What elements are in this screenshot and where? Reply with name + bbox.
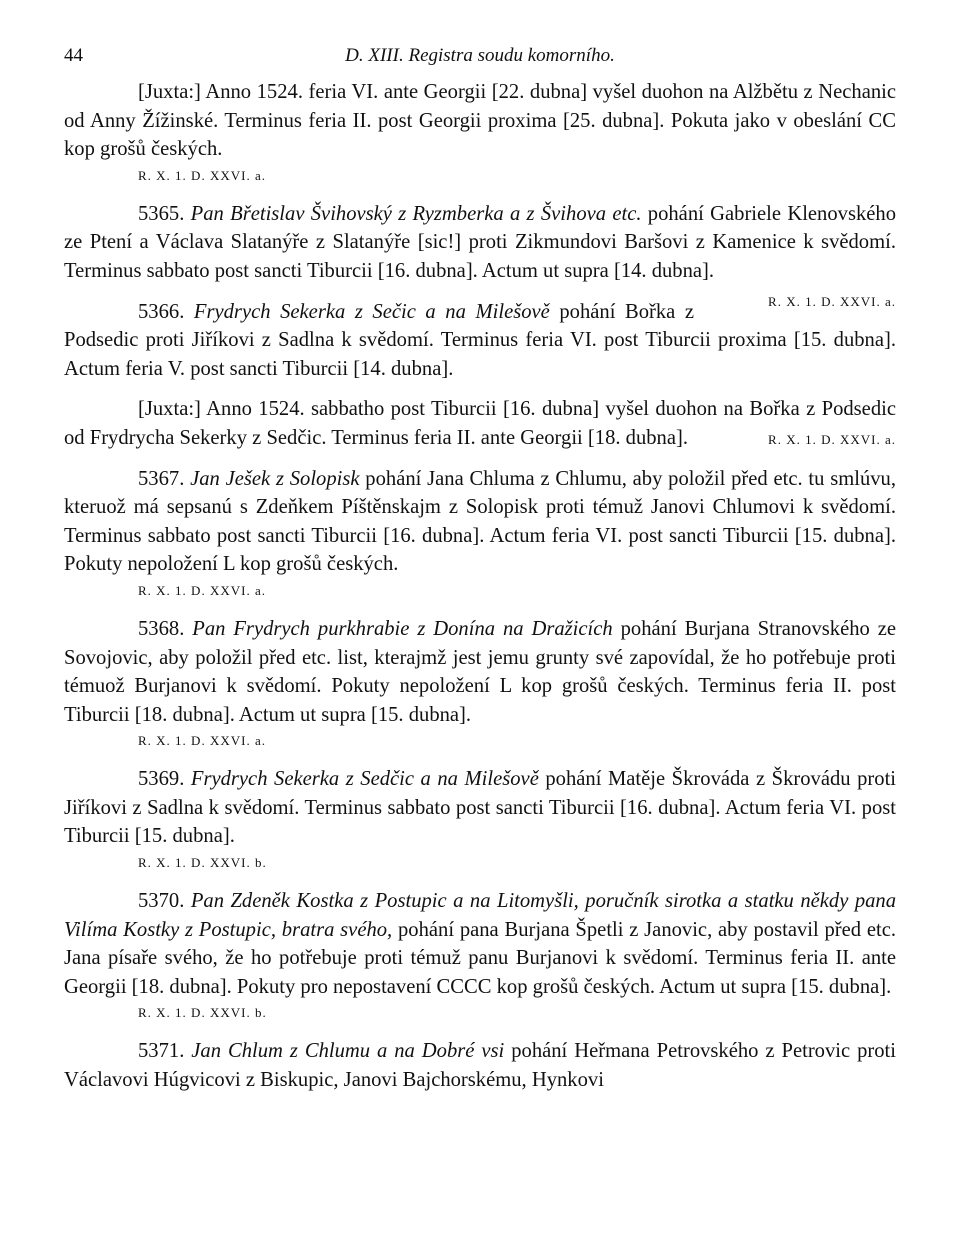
entry-text-run: 5369. [138,768,191,791]
entry-text-run: pohání Heřmana Petrovského z Petrovic proti Václavovi Húgvicovi z Biskupic, Janovi Bajchorskému, Hynkovi [64,1040,896,1092]
source-reference: R. X. 1. D. XXVI. a. [768,293,896,309]
entry-italic-name: Pan Zdeněk Kostka z Postupic a na Litomyšli, poručník sirotka a statku někdy pana Vilíma Kostky z Postupic, bratra svého, [64,890,897,941]
entry-5365 [64,200,896,309]
page-number: 44 [64,45,83,66]
entry-text [64,615,896,729]
source-reference: R. X. 1. D. XXVI. a. [138,582,266,598]
entry-text-run: pohání Bořka z Podsedic proti Jiříkovi z Sadlna k svědomí. Terminus feria VI. post Tiburcii proxima [15. dubna]. Actum feria V. post sancti Tiburcii [14. dubna]. [64,300,896,380]
entry-text-run: pohání Gabriele Klenovského ze Ptení a Václava Slatanýře z Slatanýře [sic!] proti Zikmundovi Baršovi z Kamenice k svědomí. Terminus sabbato post sancti Tiburcii [16. dubna]. Actum ut supra [14. dubna]. [64,202,896,282]
entry-text-run: 5371. [138,1040,192,1063]
entry-text-run: pohání Burjana Stranovského ze Sovojovic, aby položil před etc. list, kterajmž jest jemu grunty své zapovídal, že ho potřebuje proti témuož Burjanovi k svědomí. Pokuty nepoložení L kop grošů českých. Terminus feria II. post Tiburcii [18. dubna]. Actum ut supra [15. dubna]. [64,617,897,726]
entry-text-run: 5368. [138,617,193,640]
entry-5369 [64,765,896,875]
entry-text-run: 5366. [138,300,194,323]
entry-text-run: 5370. [138,890,191,913]
entry-text [64,765,896,851]
entry-text-run: pohání Jana Chluma z Chlumu, aby položil před etc. tu smlúvu, kteruož má sepsanú s Zdeňkem Píštěnskajm z Solopisk proti témuž Janovi Chlumovi k svědomí. Terminus sabbato post sancti Tiburcii [16. dubna]. Actum feria VI. post sancti Tiburcii [15. dubna]. Pokuty nepoložení L kop grošů českých. [64,467,896,576]
entry-text [64,1037,896,1094]
entry-italic-name: Jan Chlum z Chlumu a na Dobré vsi [191,1040,505,1063]
page-header [64,36,896,66]
entry-juxta-1 [64,78,896,188]
entry-5367 [64,465,896,603]
entry-text-run: pohání pana Burjana Špetli z Janovic, aby postavil před etc. Jana písaře svého, že ho potřebuje proti témuž panu Burjanovi k svědomí. Terminus feria II. ante Georgii [18. dubna]. Pokuty pro nepostavení CCCC kop grošů českých. Actum ut supra [15. dubna]. [64,918,896,998]
entry-5368 [64,615,896,753]
entry-text [64,395,896,452]
entry-text-run: 5367. [138,467,191,490]
source-reference: R. X. 1. D. XXVI. b. [138,1005,267,1021]
entry-italic-name: Frydrych Sekerka z Sedčic a na Milešově [190,768,539,791]
entry-5371 [64,1037,896,1094]
document-body [64,78,896,1095]
entry-text [64,78,896,164]
entry-text-run: pohání Matěje Škrováda z Škrovádu proti Jiříkovi z Sadlna k svědomí. Terminus sabbato post sancti Tiburcii [16. dubna]. Actum feria VI. post Tiburcii [15. dubna]. [64,768,897,848]
source-reference: R. X. 1. D. XXVI. a. [138,167,266,183]
entry-italic-name: Pan Břetislav Švihovský z Ryzmberka a z Švihova etc. [190,202,642,225]
entry-text [64,465,896,579]
entry-italic-name: Frydrych Sekerka z Sečic a na Milešově [193,300,550,323]
entry-text [64,887,896,1001]
entry-juxta-2 [64,395,896,452]
source-reference: R. X. 1. D. XXVI. a. [768,431,896,447]
entry-italic-name: Pan Frydrych purkhrabie z Donína na Dražicích [192,617,613,640]
entry-text [64,200,896,309]
source-reference: R. X. 1. D. XXVI. a. [138,733,266,749]
entry-text-run: 5365. [138,202,191,225]
entry-text-run: [Juxta:] Anno 1524. sabbatho post Tiburcii [16. dubna] vyšel duohon na Bořka z Podsedic od Frydrycha Sekerky z Sedčic. Terminus feria II. ante Georgii [18. dubna]. [64,398,896,449]
source-reference: R. X. 1. D. XXVI. b. [138,855,267,871]
entry-5370 [64,887,896,1025]
entry-text-run: [Juxta:] Anno 1524. feria VI. ante Georgii [22. dubna] vyšel duohon na Alžbětu z Nechanic od Anny Žížinské. Terminus feria II. post Georgii proxima [25. dubna]. Pokuta jako v obeslání CC kop grošů českých. [64,81,896,161]
running-title: D. XIII. Registra soudu komorního. [345,45,615,66]
entry-italic-name: Jan Ješek z Solopisk [190,467,360,490]
